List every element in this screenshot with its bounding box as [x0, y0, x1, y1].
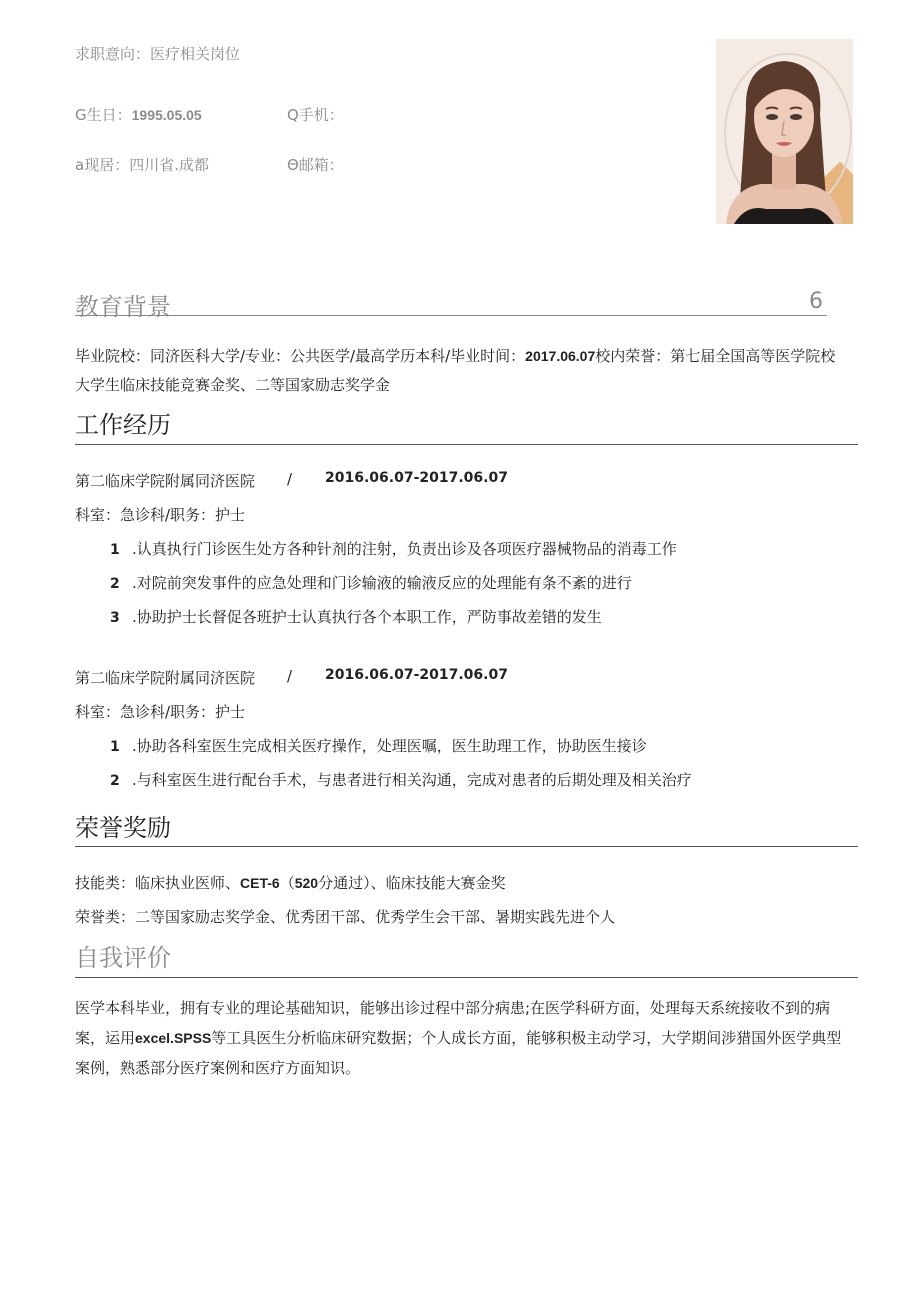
page-marker: 6: [809, 289, 823, 314]
residence-value: 四川省.成都: [129, 156, 209, 174]
honors-divider: [75, 846, 858, 847]
job-dept: 科室：急诊科/职务：护士: [75, 506, 246, 524]
duty-number: 2: [110, 773, 120, 789]
self-evaluation-title: 自我评价: [75, 944, 171, 972]
duty-item: [110, 769, 692, 790]
job-period: 2016.06.07-2017.06.07: [325, 470, 508, 486]
job-dept: 科室：急诊科/职务：护士: [75, 703, 246, 721]
job-org: 第二临床学院附属同济医院: [75, 669, 256, 687]
job-org: 第二临床学院附属同济医院: [75, 472, 256, 490]
duty-text: .协助各科室医生完成相关医疗操作，处理医嘱，医生助理工作，协助医生接诊: [132, 737, 647, 755]
job-separator: /: [287, 667, 293, 685]
work-divider: [75, 444, 858, 445]
duty-text: .与科室医生进行配台手术，与患者进行相关沟通，完成对患者的后期处理及相关治疗: [132, 771, 692, 789]
education-divider: [75, 315, 827, 316]
skills-text: 技能类：临床执业医师、: [75, 874, 241, 892]
email-label: Θ邮箱：: [287, 156, 344, 174]
birthday-row: [75, 104, 202, 125]
duty-item: [110, 606, 602, 627]
skills-paren: （: [279, 874, 295, 892]
duty-number: 3: [110, 610, 120, 626]
self-evaluation-line-1: 医学本科毕业，拥有专业的理论基础知识，能够出诊过程中部分病患;在医学科研方面，处理每天系统接收不到的病: [75, 999, 831, 1017]
self-evaluation-line-3: 案例，熟悉部分医疗案例和医疗方面知识。: [75, 1059, 361, 1077]
work-title: 工作经历: [75, 411, 171, 439]
skills-line: [75, 872, 506, 893]
duty-number: 1: [110, 739, 120, 755]
duty-text: .协助护士长督促各班护士认真执行各个本职工作，严防事故差错的发生: [132, 608, 602, 626]
skills-text-rest: 分通过）、临床技能大赛金奖: [318, 874, 506, 892]
residence-row: [75, 154, 209, 175]
duty-text: .对院前突发事件的应急处理和门诊输液的输液反应的处理能有条不紊的进行: [132, 574, 632, 592]
duty-item: [110, 538, 677, 559]
birthday-value: 1995.05.05: [131, 107, 202, 123]
phone-label: Q手机：: [287, 106, 344, 124]
duty-number: 1: [110, 542, 120, 558]
cet-level: CET-6: [240, 875, 280, 891]
education-text: 毕业院校：同济医科大学/专业：公共医学/最高学历本科/毕业时间：: [75, 347, 526, 365]
self-evaluation-line-2: [75, 1027, 841, 1048]
graduation-date: 2017.06.07: [525, 348, 596, 364]
job-header: [75, 470, 575, 490]
cet-score: 520: [294, 875, 319, 891]
honors-line: 荣誉类：二等国家励志奖学金、优秀团干部、优秀学生会干部、暑期实践先进个人: [75, 908, 616, 926]
self-evaluation-divider: [75, 977, 858, 978]
birthday-label: G生日：: [75, 106, 132, 124]
profile-photo: [716, 39, 853, 224]
honors-title: 荣誉奖励: [75, 814, 171, 842]
job-intent: 求职意向：医疗相关岗位: [75, 45, 241, 63]
duty-text: .认真执行门诊医生处方各种针剂的注射，负责出诊及各项医疗器械物品的消毒工作: [132, 540, 677, 558]
self-text: 案，运用: [75, 1029, 136, 1047]
job-period: 2016.06.07-2017.06.07: [325, 667, 508, 683]
duty-item: [110, 572, 632, 593]
duty-number: 2: [110, 576, 120, 592]
job-header: [75, 667, 575, 687]
education-title: 教育背景: [75, 293, 171, 321]
duty-item: [110, 735, 647, 756]
residence-label: a现居：: [75, 156, 130, 174]
education-line-1: [75, 345, 835, 366]
job-separator: /: [287, 470, 293, 488]
self-text-rest: 等工具医生分析临床研究数据；个人成长方面，能够积极主动学习，大学期间涉猎国外医学典型: [211, 1029, 842, 1047]
education-line-2: 大学生临床技能竞赛金奖、二等国家励志奖学金: [75, 376, 391, 394]
portrait-illustration: [716, 39, 853, 224]
education-honor-text: 校内荣誉：第七届全国高等医学院校: [595, 347, 836, 365]
tools-text: excel.SPSS: [135, 1030, 212, 1046]
